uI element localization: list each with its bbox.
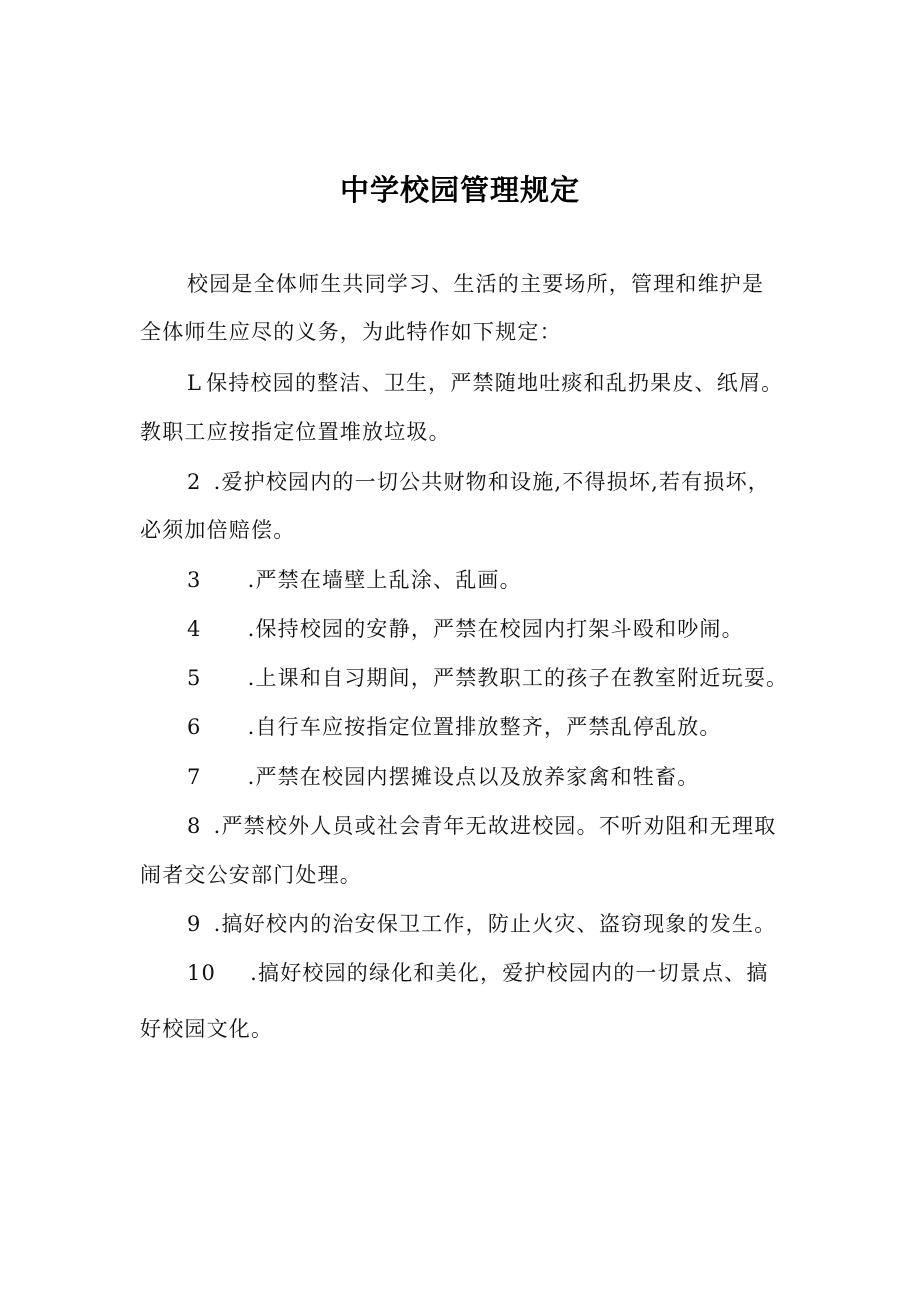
rule-5-number: 5	[187, 666, 202, 690]
rule-7	[187, 763, 699, 791]
rule-1-line-1	[187, 369, 783, 397]
rule-1-number: L	[187, 371, 203, 395]
document-title: 中学校园管理规定	[339, 173, 580, 207]
rule-4-number: 4	[187, 617, 202, 641]
rule-3-text: .严禁在墙壁上乱涂、乱画。	[247, 568, 522, 592]
rule-2-line-1	[187, 468, 770, 496]
intro-line-2: 全体师生应尽的义务，为此特作如下规定：	[140, 320, 562, 344]
rule-10-line-1	[187, 959, 769, 987]
rule-10-text: .搞好校园的绿化和美化，爱护校园内的一切景点、搞	[250, 961, 769, 985]
rule-9-number: 9	[187, 912, 202, 936]
rule-5-text: .上课和自习期间，严禁教职工的孩子在教室附近玩耍。	[247, 666, 789, 690]
rule-4-text: .保持校园的安静，严禁在校园内打架斗殴和吵闹。	[247, 617, 744, 641]
rule-2-number: 2	[187, 470, 202, 494]
rule-1-text: 保持校园的整洁、卫生，严禁随地吐痰和乱扔果皮、纸屑。	[206, 371, 784, 395]
rule-10-number: 10	[187, 961, 217, 985]
rule-10-line-2: 好校园文化。	[140, 1017, 274, 1041]
rule-3	[187, 566, 522, 594]
rule-8-text: .严禁校外人员或社会青年无故进校园。不听劝阻和无理取	[213, 814, 777, 838]
rule-2-text: .爱护校园内的一切公共财物和设施,不得损坏,若有损坏，	[213, 470, 770, 494]
rule-5	[187, 664, 788, 692]
rule-1-line-2: 教职工应按指定位置堆放垃圾。	[140, 420, 451, 444]
rule-9	[187, 910, 776, 938]
rule-4	[187, 615, 744, 643]
rule-8-number: 8	[187, 814, 202, 838]
rule-9-text: .搞好校内的治安保卫工作，防止火灾、盗窃现象的发生。	[213, 912, 777, 936]
rule-2-line-2: 必须加倍赔偿。	[140, 518, 296, 542]
rule-3-number: 3	[187, 568, 202, 592]
rule-8-line-1	[187, 812, 776, 840]
rule-6-number: 6	[187, 715, 202, 739]
rule-6	[187, 713, 722, 741]
intro-line-1: 校园是全体师生共同学习、生活的主要场所，管理和维护是	[187, 272, 765, 296]
rule-6-text: .自行车应按指定位置排放整齐，严禁乱停乱放。	[247, 715, 722, 739]
rule-7-number: 7	[187, 765, 202, 789]
rule-8-line-2: 闹者交公安部门处理。	[140, 863, 362, 887]
rule-7-text: .严禁在校园内摆摊设点以及放养家禽和牲畜。	[247, 765, 700, 789]
